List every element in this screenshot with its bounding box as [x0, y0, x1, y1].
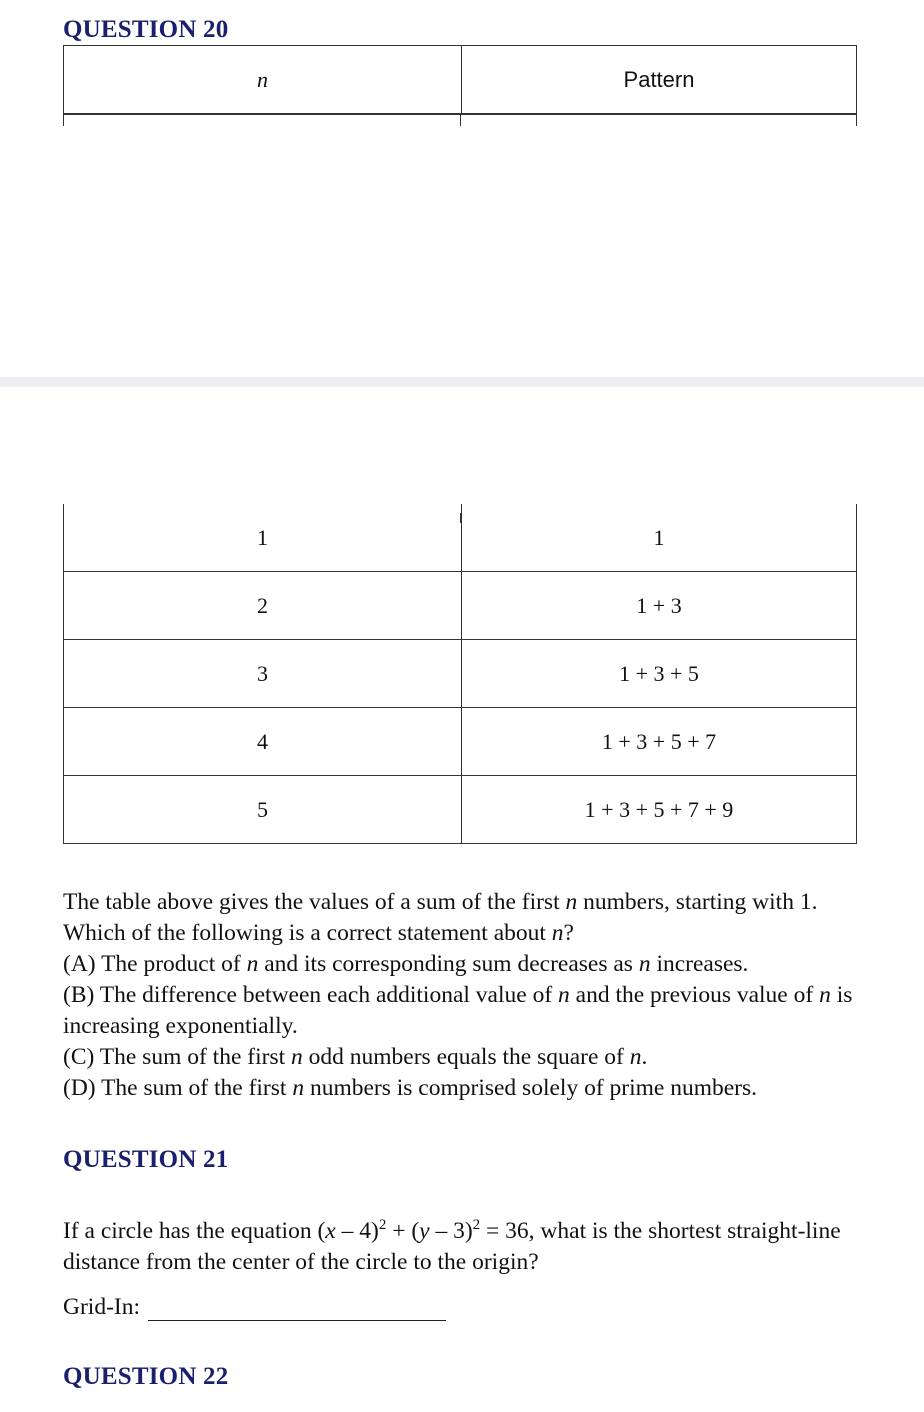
- choice-b: (B) The difference between each additional value of n and the previous value of n is increasing exponentially.: [63, 982, 853, 1039]
- grid-in-answer-field[interactable]: [148, 1296, 446, 1321]
- header-n: n: [64, 46, 462, 114]
- header-pattern: Pattern: [462, 46, 857, 114]
- question-20-heading: QUESTION 20: [63, 16, 229, 43]
- grid-in: [63, 1294, 446, 1321]
- page-divider: [0, 377, 924, 387]
- grid-in-label: Grid-In:: [63, 1294, 141, 1320]
- table-row: [64, 776, 857, 844]
- table-row: [64, 708, 857, 776]
- table-continuation-lines: [63, 114, 857, 126]
- cell-pattern: 1 + 3 + 5 + 7: [462, 708, 857, 776]
- cell-pattern: 1 + 3 + 5: [462, 640, 857, 708]
- pattern-table-header: [63, 45, 857, 114]
- question-20-stem: The table above gives the values of a sum of the first n numbers, starting with 1. Which of the following is a correct statement about n?: [63, 889, 818, 946]
- choice-d: (D) The sum of the first n numbers is comprised solely of prime numbers.: [63, 1075, 758, 1101]
- choice-c: (C) The sum of the first n odd numbers equals the square of n.: [63, 1044, 648, 1070]
- question-21-stem: If a circle has the equation (x – 4)$^2$ + (y – 3)$^2$ = 36, what is the shortest straight-line distance from the center of the circle to the origin?: [63, 1217, 841, 1275]
- table-row: [64, 640, 857, 708]
- cell-n: 5: [64, 776, 462, 844]
- pattern-table-body: [63, 504, 857, 844]
- table-row: [64, 572, 857, 640]
- cell-n: 4: [64, 708, 462, 776]
- cell-pattern: 1: [462, 504, 857, 572]
- question-20-text: [63, 887, 853, 1104]
- table-row: [64, 504, 857, 572]
- question-21-heading: QUESTION 21: [63, 1146, 229, 1173]
- cell-n: 2: [64, 572, 462, 640]
- cell-n: 3: [64, 640, 462, 708]
- cell-pattern: 1 + 3 + 5 + 7 + 9: [462, 776, 857, 844]
- choice-a: (A) The product of n and its corresponding sum decreases as n increases.: [63, 951, 749, 977]
- cell-n: 1: [64, 504, 462, 572]
- question-22-heading: QUESTION 22: [63, 1363, 229, 1390]
- cell-pattern: 1 + 3: [462, 572, 857, 640]
